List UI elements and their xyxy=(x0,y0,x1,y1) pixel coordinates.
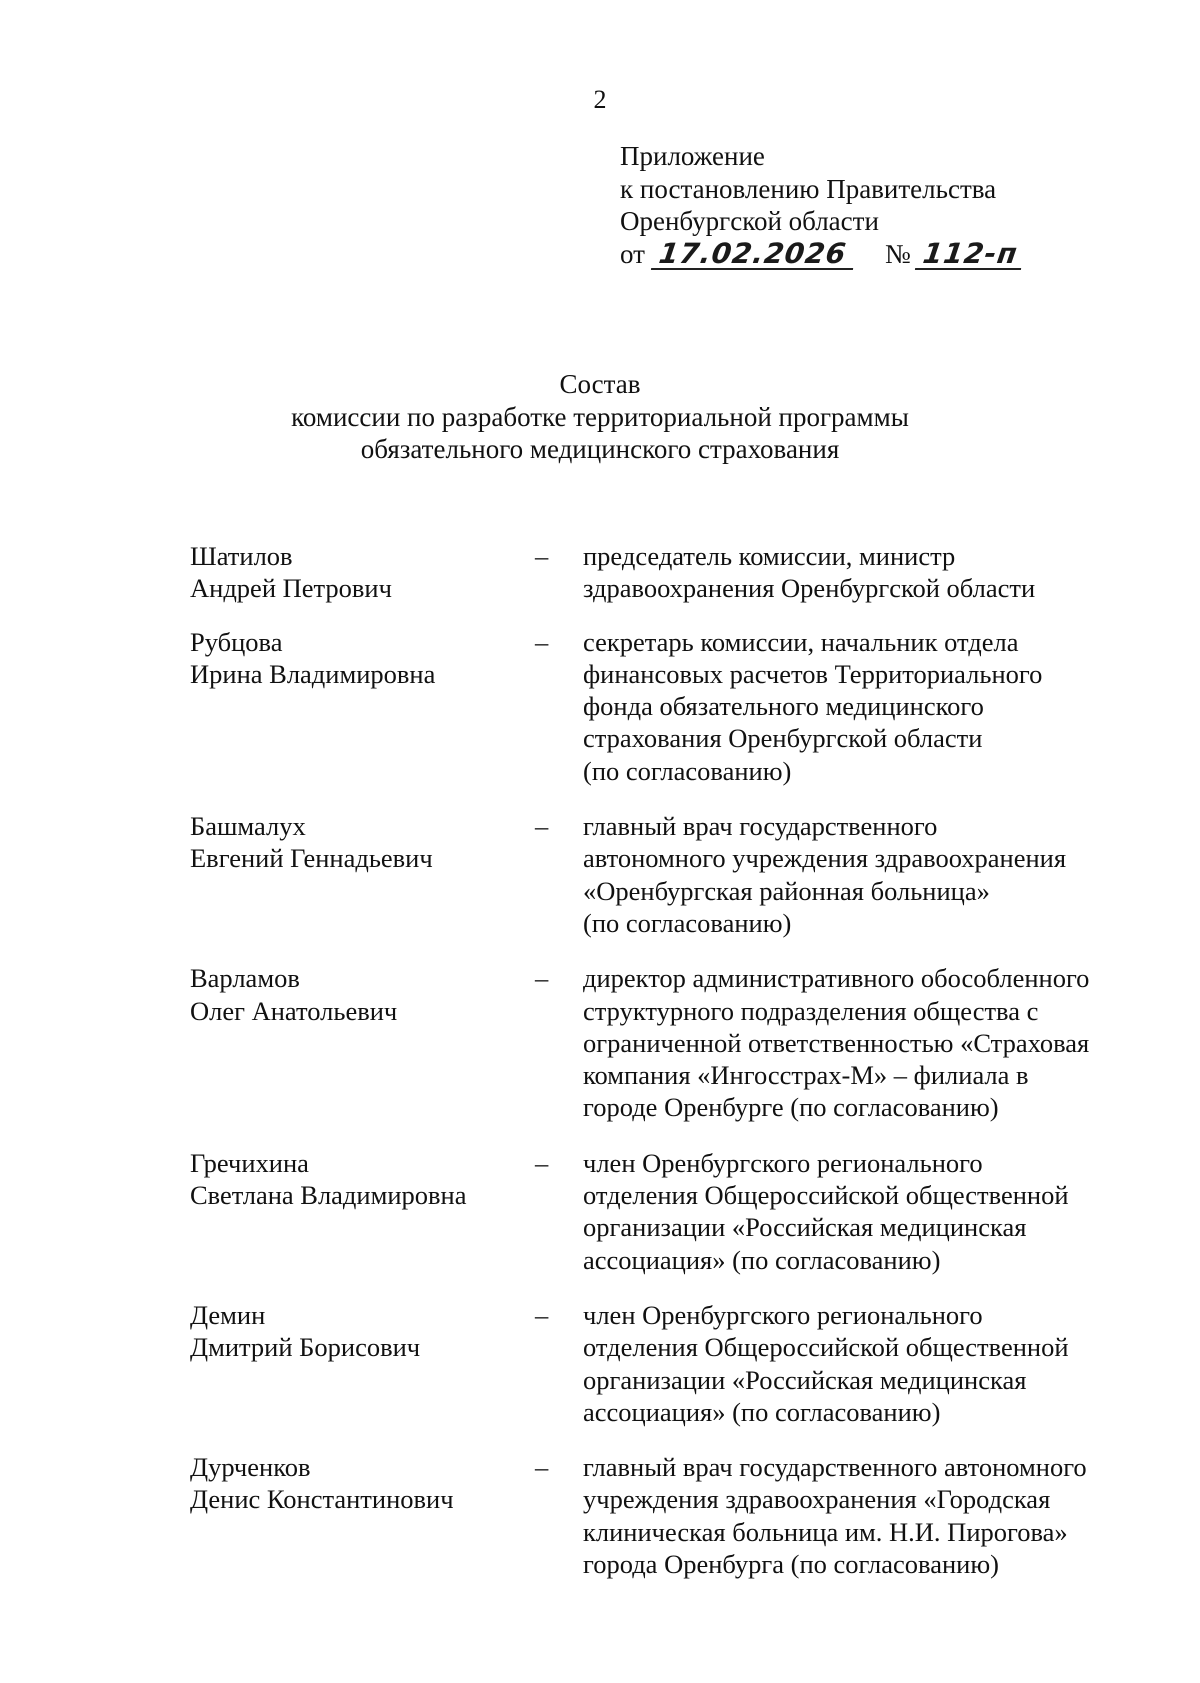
member-name xyxy=(190,1299,535,1428)
member-dash: – xyxy=(535,541,549,571)
member-role xyxy=(583,1451,1143,1580)
role-line: (по согласованию) xyxy=(583,907,792,938)
member-surname: Гречихина xyxy=(190,1147,309,1178)
member-name xyxy=(190,626,535,787)
handwritten-date: 17.02.2026 xyxy=(651,240,857,270)
member-role xyxy=(583,1299,1143,1428)
role-line: структурного подразделения общества с xyxy=(583,995,1039,1026)
role-line: член Оренбургского регионального xyxy=(583,1299,983,1330)
member-dash: – xyxy=(535,626,549,657)
handwritten-number: 112-п xyxy=(915,240,1026,270)
role-line: секретарь комиссии, начальник отдела xyxy=(583,626,1019,657)
appendix-header xyxy=(620,140,1023,270)
appendix-date-number-line xyxy=(620,238,1023,271)
role-line: фонда обязательного медицинского xyxy=(583,691,984,722)
members-list xyxy=(190,540,1150,1580)
member-role xyxy=(583,962,1143,1123)
role-line: ассоциация» (по согласованию) xyxy=(583,1396,941,1427)
member-given-name: Евгений Геннадьевич xyxy=(190,843,433,874)
member-surname: Шатилов xyxy=(190,541,293,571)
document-title xyxy=(0,368,1200,466)
member-given-name: Ирина Владимировна xyxy=(190,658,436,689)
member-role xyxy=(583,626,1143,787)
member-name xyxy=(190,1451,535,1580)
role-line: компания «Ингосстрах-М» – филиала в xyxy=(583,1060,1029,1091)
member-name xyxy=(190,962,535,1123)
member-name xyxy=(190,810,535,939)
member-given-name: Олег Анатольевич xyxy=(190,995,398,1026)
member-surname: Рубцова xyxy=(190,626,283,657)
member-entry xyxy=(190,1451,1150,1580)
appendix-line: к постановлению Правительства xyxy=(620,173,997,204)
member-dash: – xyxy=(535,1452,549,1483)
role-line: главный врач государственного автономного xyxy=(583,1452,1087,1483)
member-role xyxy=(583,540,1143,605)
role-line: член Оренбургского регионального xyxy=(583,1147,983,1178)
member-dash: – xyxy=(535,1147,549,1178)
title-line: Состав xyxy=(559,369,641,399)
member-surname: Башмалух xyxy=(190,811,306,842)
role-line: автономного учреждения здравоохранения xyxy=(583,843,1067,874)
member-role xyxy=(583,1147,1143,1276)
role-line: отделения Общероссийской общественной xyxy=(583,1332,1069,1363)
member-given-name: Дмитрий Борисович xyxy=(190,1332,421,1363)
role-line: организации «Российская медицинская xyxy=(583,1364,1027,1395)
member-dash: – xyxy=(535,1299,549,1330)
role-line: финансовых расчетов Территориального xyxy=(583,658,1043,689)
member-entry xyxy=(190,962,1150,1123)
role-line: председатель комиссии, министр xyxy=(583,541,956,571)
from-label: от xyxy=(620,238,645,269)
role-line: (по согласованию) xyxy=(583,755,792,786)
member-name xyxy=(190,1147,535,1276)
role-line: директор административного обособленного xyxy=(583,963,1090,994)
role-line: здравоохранения Оренбургской области xyxy=(583,573,1036,604)
member-entry xyxy=(190,540,1150,605)
member-role xyxy=(583,810,1143,939)
role-line: города Оренбурга (по согласованию) xyxy=(583,1549,999,1580)
member-dash: – xyxy=(535,811,549,842)
title-line: обязательного медицинского страхования xyxy=(360,434,840,464)
role-line: ограниченной ответственностью «Страховая xyxy=(583,1027,1090,1058)
role-line: клиническая больница им. Н.И. Пирогова» xyxy=(583,1516,1068,1547)
role-line: страхования Оренбургской области xyxy=(583,723,983,754)
role-line: «Оренбургская районная больница» xyxy=(583,875,990,906)
member-given-name: Андрей Петрович xyxy=(190,573,392,604)
member-surname: Варламов xyxy=(190,963,300,994)
member-given-name: Денис Константинович xyxy=(190,1484,454,1515)
role-line: главный врач государственного xyxy=(583,811,938,842)
role-line: учреждения здравоохранения «Городская xyxy=(583,1484,1051,1515)
role-line: ассоциация» (по согласованию) xyxy=(583,1244,941,1275)
member-surname: Дурченков xyxy=(190,1452,311,1483)
member-entry xyxy=(190,1299,1150,1428)
member-dash: – xyxy=(535,963,549,994)
page-number: 2 xyxy=(593,85,607,114)
member-given-name: Светлана Владимировна xyxy=(190,1180,467,1211)
member-name xyxy=(190,540,535,605)
role-line: отделения Общероссийской общественной xyxy=(583,1180,1069,1211)
role-line: организации «Российская медицинская xyxy=(583,1212,1027,1243)
member-entry xyxy=(190,810,1150,939)
appendix-line: Оренбургской области xyxy=(620,206,879,236)
number-label: № xyxy=(884,238,911,269)
member-entry xyxy=(190,626,1150,787)
member-surname: Демин xyxy=(190,1299,266,1330)
title-line: комиссии по разработке территориальной программы xyxy=(291,401,909,432)
appendix-line: Приложение xyxy=(620,141,765,171)
role-line: городе Оренбурге (по согласованию) xyxy=(583,1092,999,1123)
member-entry xyxy=(190,1147,1150,1276)
